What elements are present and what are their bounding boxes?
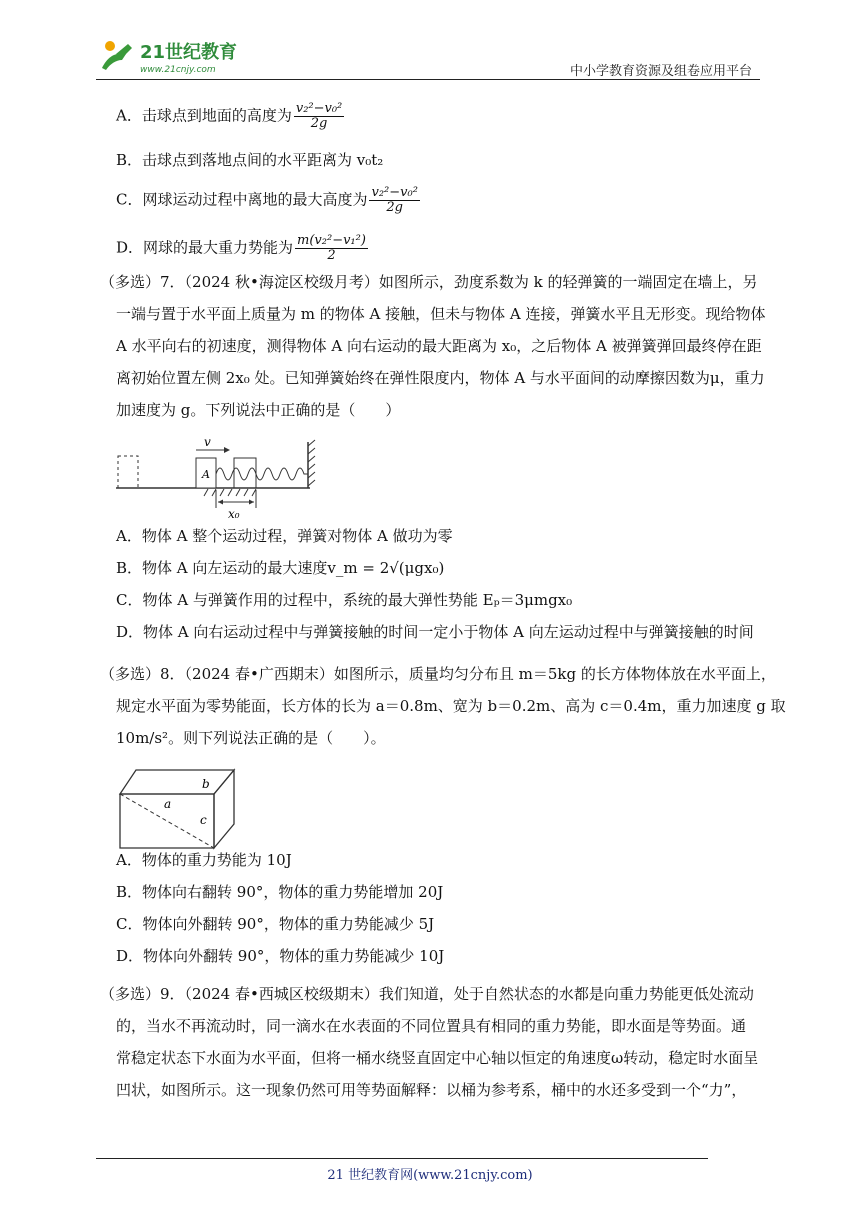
q9-stem-line-3: 常稳定状态下水面为水平面，但将一桶水绕竖直固定中心轴以恒定的角速度ω转动，稳定时水面呈: [116, 1049, 759, 1067]
q8-option-c: C．物体向外翻转 90°，物体的重力势能减少 5J: [116, 915, 435, 933]
q7-stem-line-2: 一端与置于水平面上质量为 m 的物体 A 接触，但未与物体 A 连接，弹簧水平且无形变。现给物体: [116, 305, 766, 323]
q7-option-b: B．物体 A 向左运动的最大速度v_m = 2√(μgx₀): [116, 559, 445, 577]
logo-graphic: [96, 36, 256, 76]
q8-option-d: D．物体向外翻转 90°，物体的重力势能减少 10J: [116, 947, 445, 965]
q6-option-d: D．网球的最大重力势能为 $\frac{\text{m(v₂²−v₁²)}}{2}$: [116, 233, 366, 263]
site-logo: [96, 36, 256, 76]
q9-stem-line-1: （多选）9．（2024 春•西城区校级期末）我们知道，处于自然状态的水都是向重力势能更低处流动: [100, 985, 754, 1003]
q6-option-a: A．击球点到地面的高度为 $\frac{\text{v₂²−v₀²}}{2g}$: [116, 101, 343, 131]
block-outline: [234, 458, 256, 488]
fraction: $\frac{\text{v₂²−v₀²}}{2g}$: [295, 101, 343, 131]
q6-option-c: C．网球运动过程中离地的最大高度为 $\frac{\text{v₂²−v₀²}}{2g}$: [116, 185, 418, 215]
svg-text:21世纪教育: 21世纪教育: [140, 42, 238, 63]
q8-stem-line-2: 规定水平面为零势能面，长方体的长为 a＝0.8m、宽为 b＝0.2m、高为 c＝0.4m，重力加速度 g 取: [116, 697, 786, 715]
q8-stem-line-1: （多选）8．（2024 春•广西期末）如图所示，质量均匀分布且 m＝5kg 的长方体物体放在水平面上，: [100, 665, 776, 683]
width-b-label: b: [202, 777, 210, 791]
q6-option-b: B．击球点到落地点间的水平距离为 v₀t₂: [116, 151, 384, 169]
q9-stem-line-2: 的，当水不再流动时，同一滴水在水表面的不同位置具有相同的重力势能，即水面是等势面。通: [116, 1017, 747, 1035]
q7-option-c: C．物体 A 与弹簧作用的过程中，系统的最大弹性势能 Eₚ＝3μmgx₀: [116, 591, 573, 609]
cuboid-figure: [116, 762, 242, 852]
q8-option-a: A．物体的重力势能为 10J: [116, 851, 292, 869]
x0-label: x₀: [228, 507, 240, 521]
footer-divider: [96, 1158, 708, 1159]
page-footer: 21 世纪教育网(www.21cnjy.com): [327, 1168, 533, 1183]
velocity-label: v: [204, 435, 211, 449]
q7-stem-line-5: 加速度为 g。下列说法中正确的是（ ）: [116, 401, 401, 419]
wall-hatch: [308, 440, 315, 486]
height-c-label: c: [200, 813, 207, 827]
q7-option-a: A．物体 A 整个运动过程，弹簧对物体 A 做功为零: [116, 527, 453, 545]
spring-block-figure: [116, 434, 326, 522]
block-a-label: A: [202, 468, 210, 481]
q7-stem-line-3: A 水平向右的初速度，测得物体 A 向右运动的最大距离为 x₀，之后物体 A 被弹簧弹回最终停在距: [116, 337, 762, 355]
q7-stem-line-4: 离初始位置左侧 2x₀ 处。已知弹簧始终在弹性限度内，物体 A 与水平面间的动摩擦因数为μ，重力: [116, 369, 765, 387]
ground-hatch: [204, 489, 256, 496]
svg-text:www.21cnjy.com: www.21cnjy.com: [140, 65, 216, 75]
spring: [216, 468, 308, 480]
fraction: $\frac{\text{v₂²−v₀²}}{2g}$: [371, 185, 418, 215]
q8-stem-line-3: 10m/s²。则下列说法正确的是（ ）。: [116, 729, 386, 747]
q8-option-b: B．物体向右翻转 90°，物体的重力势能增加 20J: [116, 883, 444, 901]
platform-name: 中小学教育资源及组卷应用平台: [569, 64, 752, 79]
q7-stem-line-1: （多选）7．（2024 秋•海淀区校级月考）如图所示，劲度系数为 k 的轻弹簧的一端固定在墙上，另: [100, 273, 758, 291]
q7-option-d: D．物体 A 向右运动过程中与弹簧接触的时间一定小于物体 A 向左运动过程中与弹簧接触的时间: [116, 623, 754, 641]
page-header: [96, 36, 760, 78]
header-divider: [96, 79, 760, 80]
initial-position-outline: [118, 456, 138, 488]
fraction: $\frac{\text{m(v₂²−v₁²)}}{2}$: [297, 233, 366, 263]
velocity-arrowhead: [224, 447, 230, 453]
cuboid-side-face: [214, 770, 234, 848]
q9-stem-line-4: 凹状，如图所示。这一现象仍然可用等势面解释：以桶为参考系，桶中的水还多受到一个“力”，: [116, 1081, 747, 1099]
length-a-label: a: [164, 797, 172, 811]
